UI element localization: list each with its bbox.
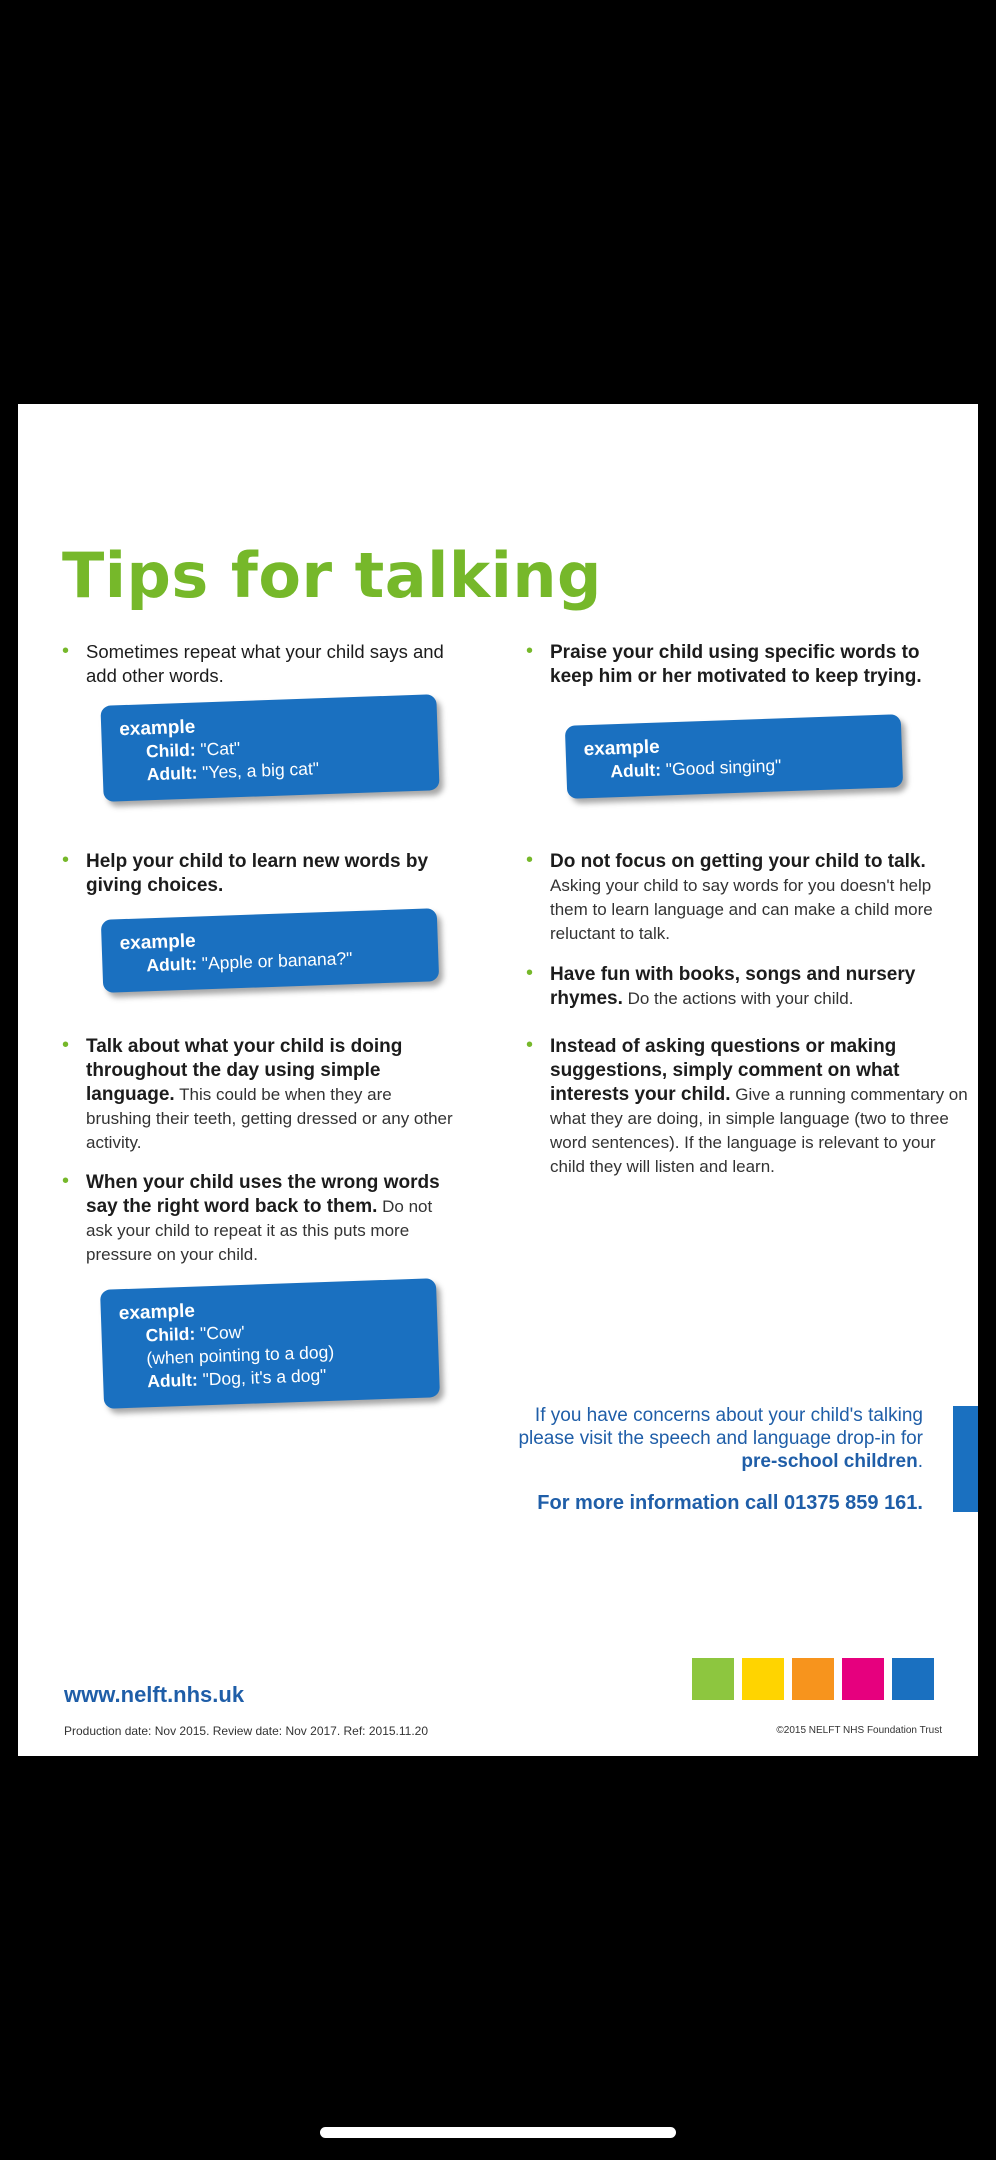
tip-talk-about: • Talk about what your child is doing throughout the day using simple language. This could be when they are brushing their teeth, getting dressed or any other activity.: [62, 1034, 453, 1152]
bullet-icon: •: [62, 1170, 70, 1192]
bullet-icon: •: [526, 1034, 534, 1056]
tip-do-not-focus: • Do not focus on getting your child to talk. Asking your child to say words for you doesn't help them to learn language and can make a child more reluctant to talk.: [526, 849, 933, 943]
bullet-icon: •: [62, 849, 70, 871]
example-label: example: [118, 1300, 196, 1325]
example-box-cow: example Child: "Cow' (when pointing to a dog) Adult: "Dog, it's a dog": [100, 1278, 440, 1409]
brand-squares: [692, 1658, 934, 1700]
example-box-apple: example Adult: "Apple or banana?": [101, 908, 439, 993]
example-label: example: [118, 716, 196, 741]
accent-bar: [953, 1406, 978, 1512]
brand-square: [792, 1658, 834, 1700]
leaflet-page: [18, 404, 978, 1756]
tip-repeat: [62, 640, 456, 687]
bullet-icon: •: [526, 640, 534, 662]
bullet-icon: •: [526, 849, 534, 871]
tip-praise: • Praise your child using specific words to keep him or her motivated to keep trying.: [526, 640, 922, 687]
brand-square: [692, 1658, 734, 1700]
example-box-singing: example Adult: "Good singing": [565, 714, 903, 799]
home-indicator[interactable]: [320, 2127, 676, 2138]
tip-comment: • Instead of asking questions or making suggestions, simply comment on what interests your child. Give a running commentary on what they are doing, in simple language (two to three word sentences). If the language is relevant to your child they will listen and learn.: [526, 1034, 968, 1176]
brand-square: [742, 1658, 784, 1700]
production-info: Production date: Nov 2015. Review date: Nov 2017. Ref: 2015.11.20: [64, 1724, 429, 1738]
tip-choices: • Help your child to learn new words by giving choices.: [62, 849, 429, 896]
tip-text: Sometimes repeat what your child says and add other words.: [86, 641, 444, 686]
copyright: ©2015 NELFT NHS Foundation Trust: [776, 1725, 942, 1736]
example-label: example: [119, 930, 197, 955]
bullet-icon: •: [62, 640, 70, 662]
more-info-phone: For more information call 01375 859 161.: [537, 1492, 923, 1514]
brand-square: [842, 1658, 884, 1700]
page-title: Tips for talking: [62, 539, 602, 612]
concern-text: If you have concerns about your child's talking please visit the speech and language drop-in for pre-school children.: [518, 1405, 923, 1472]
tip-wrong-words: • When your child uses the wrong words say the right word back to them. Do not ask your child to repeat it as this puts more pressure on your child.: [62, 1170, 440, 1264]
website-link[interactable]: www.nelft.nhs.uk: [64, 1682, 245, 1707]
example-box-cat: example Child: "Cat" Adult: "Yes, a big cat": [100, 694, 439, 802]
tip-have-fun: • Have fun with books, songs and nursery rhymes. Do the actions with your child.: [526, 962, 916, 1009]
example-label: example: [583, 736, 661, 761]
bullet-icon: •: [62, 1034, 70, 1056]
brand-square: [892, 1658, 934, 1700]
bullet-icon: •: [526, 962, 534, 984]
